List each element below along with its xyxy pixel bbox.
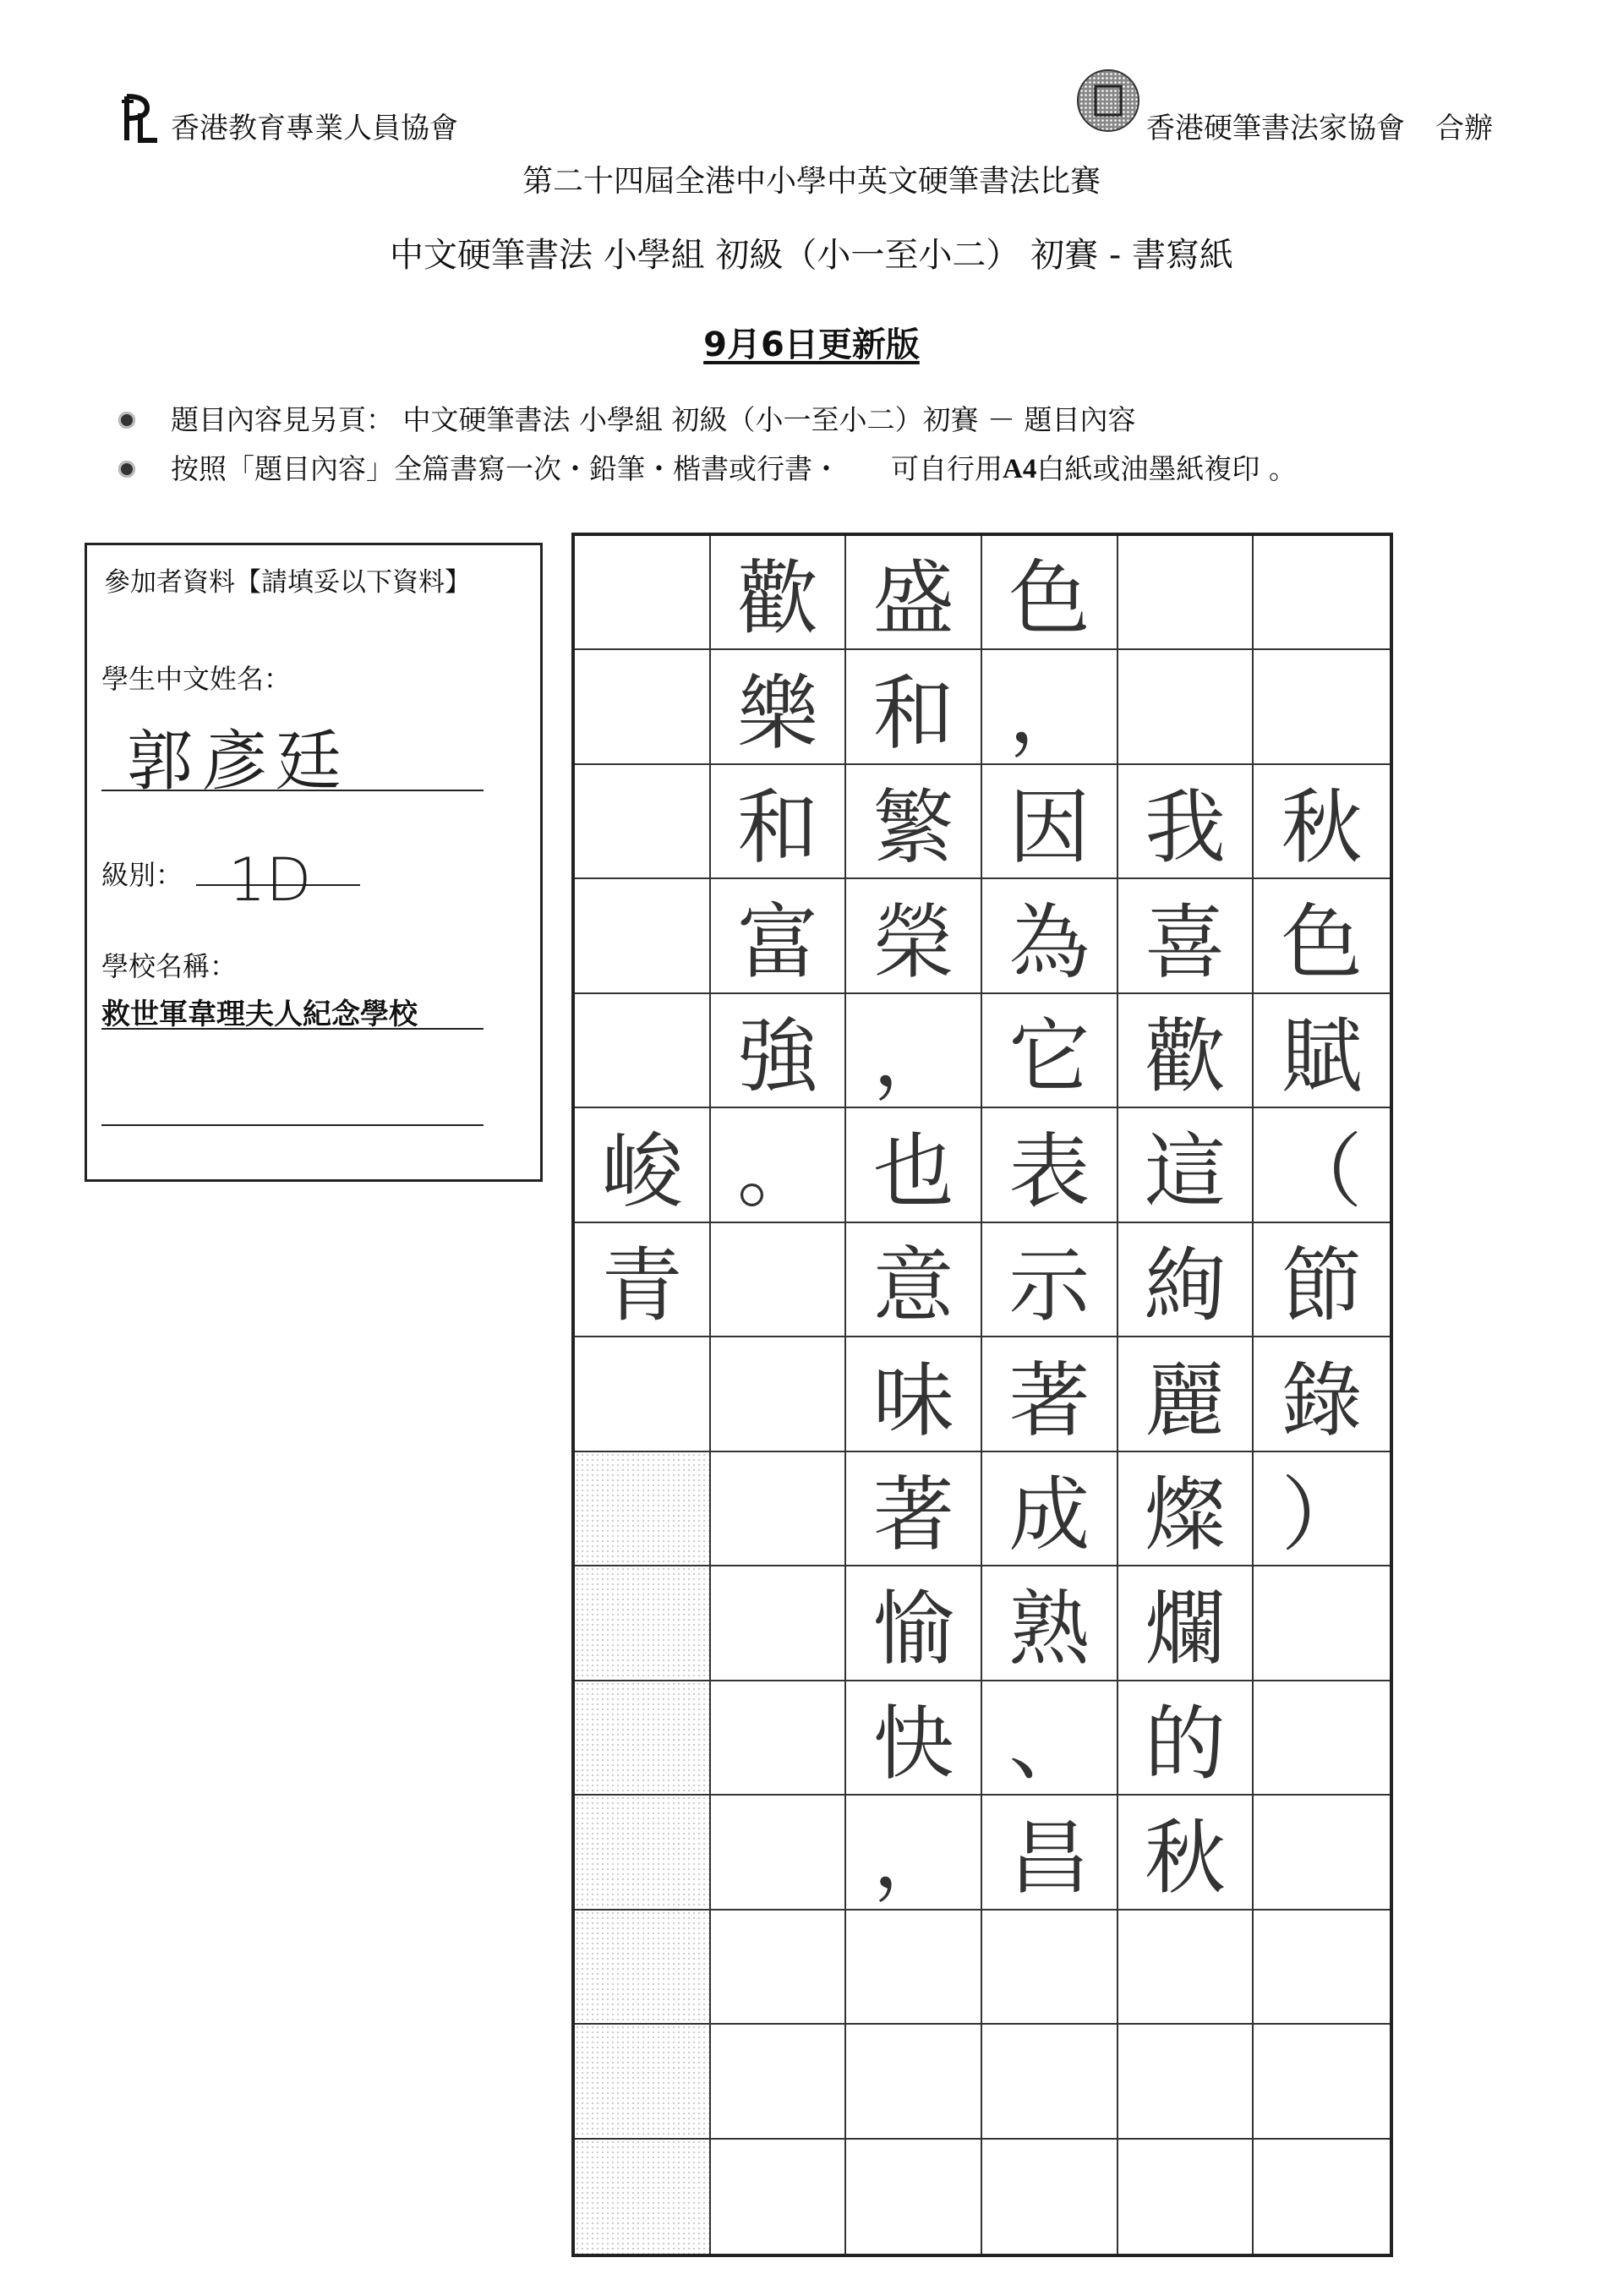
grid-cell: 愉 — [846, 1566, 982, 1681]
grid-cell — [1118, 650, 1254, 764]
grid-cell — [711, 1796, 847, 1910]
grid-cell: 錄 — [1254, 1337, 1390, 1451]
grid-cell — [1118, 536, 1254, 650]
grid-cell: 、 — [982, 1681, 1118, 1796]
grid-cell: 快 — [846, 1681, 982, 1796]
grid-cell — [575, 765, 711, 879]
class-label: 級別： — [101, 859, 183, 891]
organizer-right — [1146, 105, 1493, 146]
grid-cell — [1254, 650, 1390, 764]
calligraphy-association-seal-icon — [1075, 68, 1141, 134]
extra-underline — [101, 1124, 484, 1126]
grid-cell: 表 — [982, 1108, 1118, 1222]
grid-cell: ， — [982, 650, 1118, 764]
grid-cell: 賦 — [1254, 994, 1390, 1108]
grid-cell — [575, 2140, 711, 2254]
grid-cell: 喜 — [1118, 879, 1254, 993]
grid-cell: 爛 — [1118, 1566, 1254, 1681]
grid-cell — [575, 1566, 711, 1681]
grid-cell: 也 — [846, 1108, 982, 1222]
grid-cell: 和 — [711, 765, 847, 879]
grid-cell: 富 — [711, 879, 847, 993]
grid-cell — [575, 1452, 711, 1566]
organizer-left: 香港教育專業人員協會 — [171, 112, 458, 145]
grid-cell — [1254, 1911, 1390, 2025]
grid-cell — [1118, 2140, 1254, 2254]
grid-cell: 絢 — [1118, 1223, 1254, 1337]
grid-cell: 節 — [1254, 1223, 1390, 1337]
instruction-2a-text: 按照「題目內容」全篇書寫一次・鉛筆・楷書或行書・ — [171, 452, 840, 485]
school-label: 學校名稱： — [101, 950, 238, 982]
grid-cell — [575, 650, 711, 764]
organizer-right-name: 香港硬筆書法家協會 — [1146, 112, 1405, 145]
instructions — [118, 396, 1297, 494]
grid-cell: 意 — [846, 1223, 982, 1337]
grid-cell — [711, 2025, 847, 2139]
grid-cell: 。 — [711, 1108, 847, 1222]
grid-cell: 盛 — [846, 536, 982, 650]
grid-cell: 樂 — [711, 650, 847, 764]
grid-cell: 和 — [846, 650, 982, 764]
grid-cell: 繁 — [846, 765, 982, 879]
grid-cell: 示 — [982, 1223, 1118, 1337]
grid-cell: 麗 — [1118, 1337, 1254, 1451]
grid-cell — [575, 1681, 711, 1796]
grid-cell: 著 — [982, 1337, 1118, 1451]
instruction-2b-post: 白紙或油墨紙複印 。 — [1036, 452, 1297, 485]
grid-cell — [711, 1452, 847, 1566]
student-name-value: 郭彥廷 — [127, 724, 351, 800]
grid-cell: 著 — [846, 1452, 982, 1566]
grid-cell — [575, 536, 711, 650]
version-note — [0, 318, 1623, 366]
co-organized-label: 合辦 — [1435, 112, 1493, 145]
sheet-subtitle: 中文硬筆書法 小學組 初級（小一至小二） 初賽 - 書寫紙 — [389, 236, 1233, 275]
grid-cell: ， — [846, 994, 982, 1108]
calligraphy-writing-grid — [571, 533, 1393, 2257]
grid-cell — [1254, 2140, 1390, 2254]
grid-cell — [711, 1681, 847, 1796]
grid-cell: 熟 — [982, 1566, 1118, 1681]
grid-cell — [1254, 536, 1390, 650]
grid-cell: 秋 — [1118, 1796, 1254, 1910]
grid-cell: 峻 — [575, 1108, 711, 1222]
class-underline — [196, 884, 360, 886]
school-underline — [101, 1028, 484, 1030]
grid-cell — [711, 2140, 847, 2254]
grid-cell — [575, 2025, 711, 2139]
student-name-label: 學生中文姓名： — [101, 663, 292, 695]
grid-cell — [982, 2140, 1118, 2254]
grid-cell: 味 — [846, 1337, 982, 1451]
grid-cell — [575, 1337, 711, 1451]
instruction-1-text: 題目內容見另頁： 中文硬筆書法 小學組 初級（小一至小二）初賽 － 題目內容 — [171, 403, 1136, 436]
grid-cell: ） — [1254, 1452, 1390, 1566]
grid-cell — [711, 1566, 847, 1681]
grid-cell: 的 — [1118, 1681, 1254, 1796]
grid-cell: 強 — [711, 994, 847, 1108]
hkpte-logo — [118, 91, 161, 145]
grid-cell — [846, 1911, 982, 2025]
version-text: 9月6日更新版 — [703, 325, 920, 364]
grid-cell: 為 — [982, 879, 1118, 993]
class-value: 1D — [228, 845, 312, 915]
instruction-1 — [118, 396, 1297, 445]
grid-cell: 色 — [982, 536, 1118, 650]
grid-cell — [575, 1796, 711, 1910]
grid-cell: ， — [846, 1796, 982, 1910]
grid-cell — [1254, 2025, 1390, 2139]
grid-cell: 秋 — [1254, 765, 1390, 879]
grid-cell: 歡 — [711, 536, 847, 650]
school-value: 救世軍韋理夫人紀念學校 — [101, 998, 418, 1031]
grid-cell — [711, 1223, 847, 1337]
grid-cell — [982, 2025, 1118, 2139]
grid-cell: （ — [1254, 1108, 1390, 1222]
paper-size: A4 — [1003, 454, 1037, 484]
grid-cell — [711, 1911, 847, 2025]
name-underline — [101, 790, 484, 791]
bullet-icon — [118, 461, 135, 478]
grid-cell — [846, 2140, 982, 2254]
grid-cell: 這 — [1118, 1108, 1254, 1222]
grid-cell — [1118, 1911, 1254, 2025]
grid-cell — [575, 1911, 711, 2025]
bullet-icon — [118, 412, 135, 429]
grid-cell — [982, 1911, 1118, 2025]
grid-cell: 它 — [982, 994, 1118, 1108]
competition-title: 第二十四屆全港中小學中英文硬筆書法比賽 — [522, 164, 1101, 199]
instruction-2 — [118, 445, 1297, 494]
grid-cell — [575, 879, 711, 993]
grid-cell — [1118, 2025, 1254, 2139]
grid-cell — [711, 1337, 847, 1451]
grid-cell — [1254, 1681, 1390, 1796]
grid-cell — [575, 994, 711, 1108]
grid-cell: 色 — [1254, 879, 1390, 993]
grid-cell — [1254, 1566, 1390, 1681]
participant-info-heading: 參加者資料【請填妥以下資料】 — [104, 567, 471, 598]
grid-cell — [846, 2025, 982, 2139]
grid-cell: 燦 — [1118, 1452, 1254, 1566]
grid-cell: 成 — [982, 1452, 1118, 1566]
grid-cell: 昌 — [982, 1796, 1118, 1910]
pte-logo-icon — [118, 91, 161, 145]
grid-cell — [1254, 1796, 1390, 1910]
grid-cell: 歡 — [1118, 994, 1254, 1108]
instruction-2b-pre: 可自行用 — [891, 452, 1003, 485]
grid-cell: 我 — [1118, 765, 1254, 879]
grid-cell: 榮 — [846, 879, 982, 993]
grid-cell: 青 — [575, 1223, 711, 1337]
grid-cell: 因 — [982, 765, 1118, 879]
